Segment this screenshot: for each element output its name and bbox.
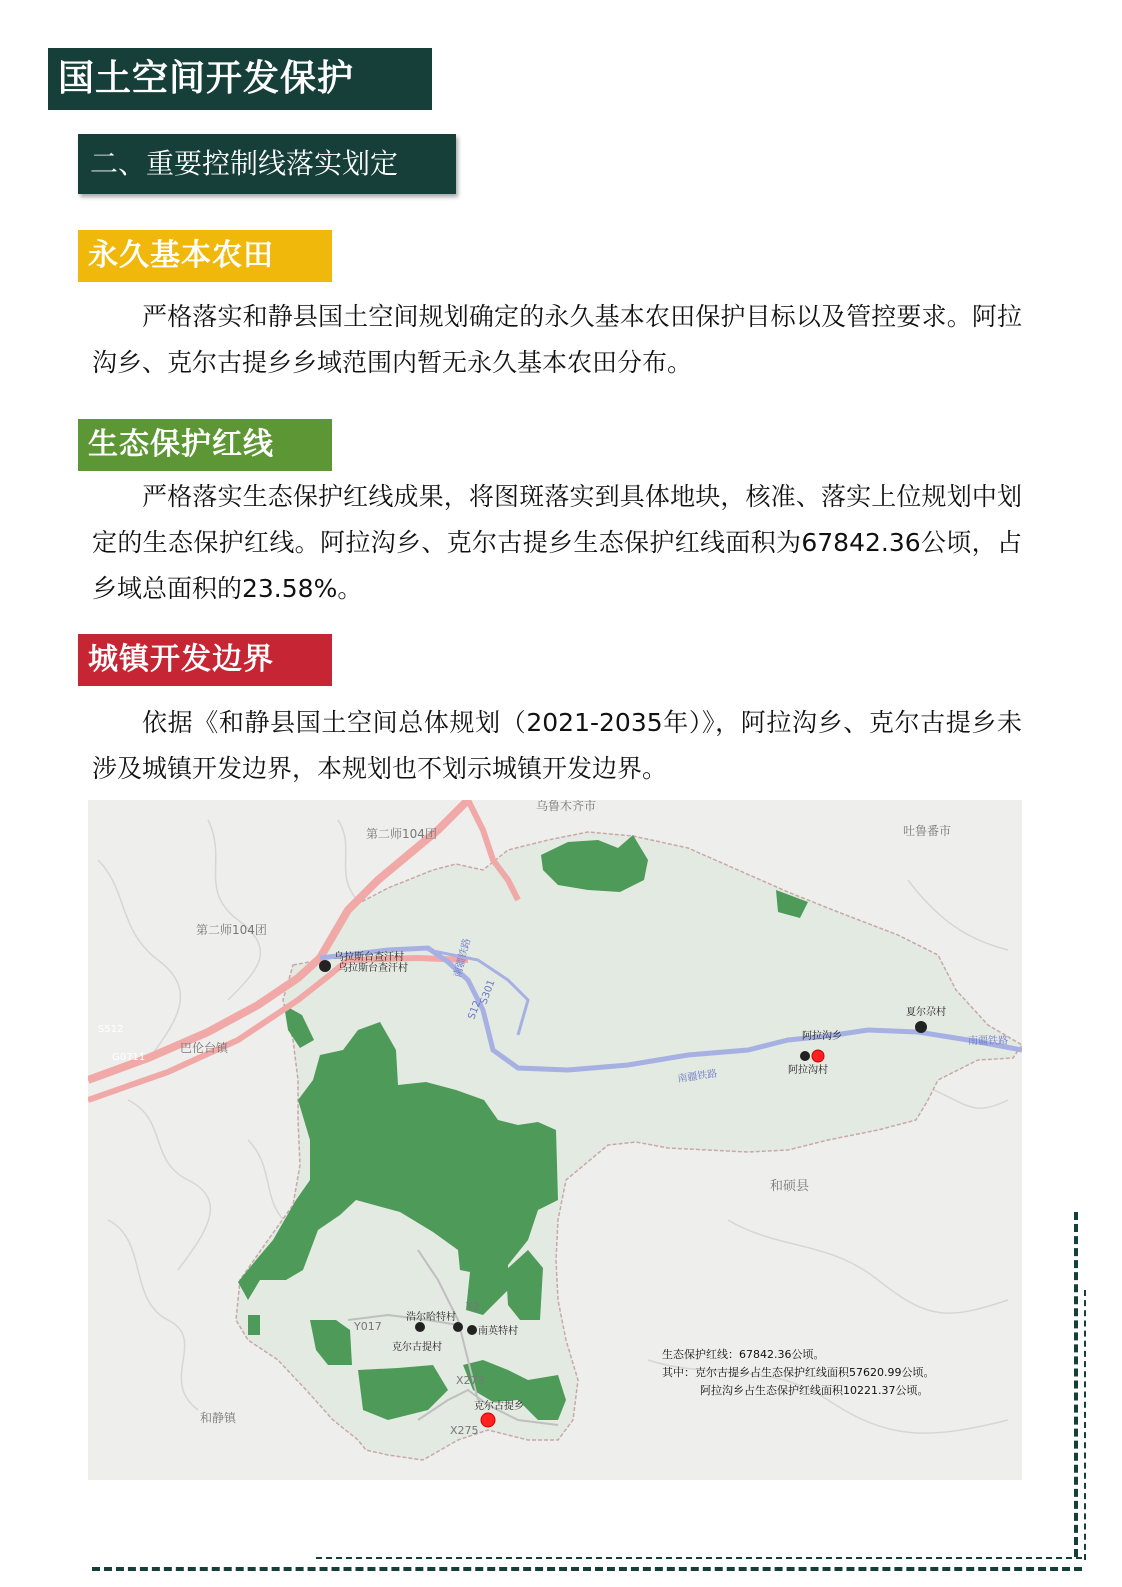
label-road-x275: X275 <box>450 1424 479 1437</box>
keergu-village-dot <box>453 1322 463 1332</box>
label-balun: 巴伦台镇 <box>180 1041 229 1055</box>
paragraph-ecological-redline <box>92 474 1022 612</box>
label-regiment-top: 第二师104团 <box>366 827 437 841</box>
label-road-y017: Y017 <box>354 1320 382 1333</box>
label-railway-2: 南疆铁路 <box>676 1068 719 1085</box>
label-keergu-village: 克尔古提村 <box>392 1342 442 1353</box>
label-road-y2: Y2 <box>466 1300 480 1313</box>
label-haoerha: 浩尔哈特村 <box>406 1312 456 1323</box>
label-xiaer: 夏尔尕村 <box>906 1007 946 1018</box>
label-turpan: 吐鲁番市 <box>903 824 952 838</box>
xiaer-village-dot <box>915 1021 927 1033</box>
alagou-village-dot <box>800 1051 810 1061</box>
paragraph-text: 依据《和静县国土空间总体规划（2021-2035年）》，阿拉沟乡、克尔古提乡未涉及城镇开发边界，本规划也不划示城镇开发边界。 <box>92 708 1022 783</box>
label-regiment-left: 第二师104团 <box>196 923 267 937</box>
paragraph-text: 严格落实生态保护红线成果，将图斑落实到具体地块，核准、落实上位规划中划定的生态保护红线。阿拉沟乡、克尔古提乡生态保护红线面积为67842.36公顷，占乡域总面积的23.58%。 <box>92 482 1022 603</box>
heading-urban-boundary: 城镇开发边界 <box>78 634 332 686</box>
keergu-town-dot <box>481 1413 495 1427</box>
label-keergu-town: 克尔古提乡 <box>474 1401 524 1412</box>
legend-line-1: 生态保护红线：67842.36公顷。 <box>662 1348 825 1361</box>
label-wulasi-1: 乌拉斯台查汗村 <box>334 952 404 963</box>
heading-basic-farmland: 永久基本农田 <box>78 230 332 282</box>
haoerha-village-dot <box>415 1322 425 1332</box>
decorative-dash-horizontal-thin <box>316 1557 1082 1559</box>
paragraph-urban-boundary <box>92 700 1022 792</box>
label-road-x273: X273 <box>456 1374 485 1387</box>
label-urumqi: 乌鲁木齐市 <box>536 800 597 813</box>
decorative-dash-vertical <box>1074 1212 1078 1557</box>
label-alagou-village: 阿拉沟村 <box>788 1065 828 1076</box>
label-railway-3: 南疆铁路 <box>968 1036 1008 1047</box>
paragraph-basic-farmland <box>92 294 1022 386</box>
alagou-town-dot <box>812 1050 824 1062</box>
decorative-dash-horizontal <box>92 1567 1082 1571</box>
label-wulasi-2: 乌拉斯台查汗村 <box>338 963 408 974</box>
label-road-s301: S301 <box>478 978 498 1007</box>
label-nanying: 南英特村 <box>478 1326 518 1337</box>
page-title: 国土空间开发保护 <box>48 48 432 110</box>
label-road-s512: S512 <box>98 1024 124 1035</box>
label-railway-1: 南疆铁路 <box>452 937 474 979</box>
map-svg <box>88 800 1022 1480</box>
legend-line-2: 其中：克尔古提乡占生态保护红线面积57620.99公顷。 <box>662 1366 935 1379</box>
section-subtitle: 二、重要控制线落实划定 <box>78 134 456 194</box>
wulasi-village-dot <box>319 960 331 972</box>
ecological-redline-map <box>88 800 1022 1480</box>
label-alagou-town: 阿拉沟乡 <box>802 1031 842 1042</box>
label-hejing: 和静镇 <box>200 1411 237 1425</box>
decorative-dash-vertical-thin <box>1084 1290 1086 1560</box>
nanying-village-dot <box>467 1325 477 1335</box>
heading-ecological-redline: 生态保护红线 <box>78 419 332 471</box>
legend-line-3: 阿拉沟乡占生态保护红线面积10221.37公顷。 <box>700 1384 929 1397</box>
paragraph-text: 严格落实和静县国土空间规划确定的永久基本农田保护目标以及管控要求。阿拉沟乡、克尔古提乡乡域范围内暂无永久基本农田分布。 <box>92 302 1022 377</box>
label-road-s12: S12 <box>466 999 484 1022</box>
label-road-g0711: G0711 <box>112 1052 146 1063</box>
label-heshuo: 和硕县 <box>770 1179 810 1194</box>
